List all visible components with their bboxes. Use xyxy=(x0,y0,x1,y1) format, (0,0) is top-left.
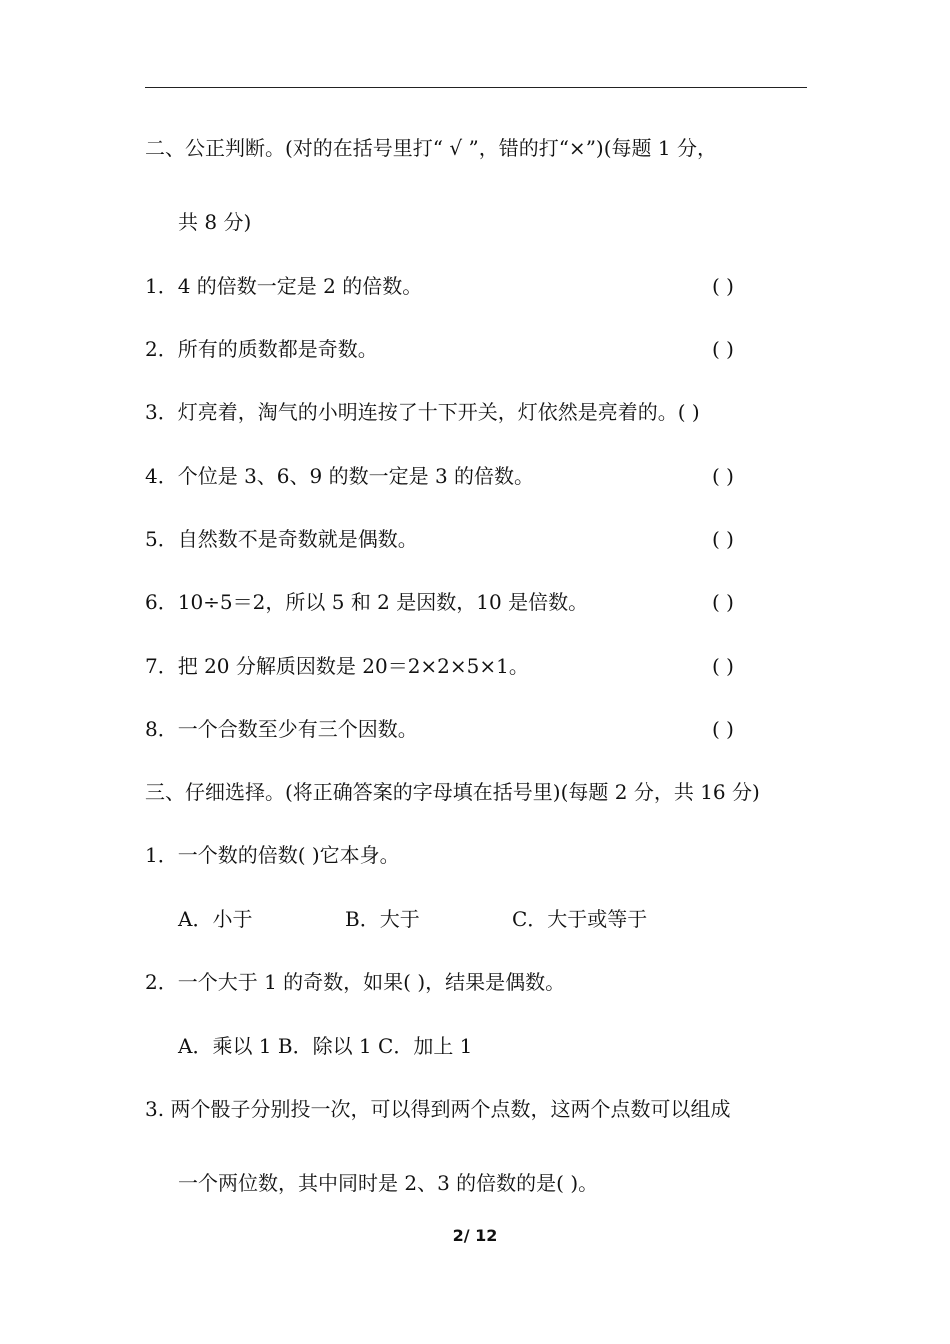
page-number: 2/ 12 xyxy=(452,1226,498,1245)
answer-paren-4[interactable]: ( ) xyxy=(712,464,734,488)
section3-heading: 三、仔细选择。(将正确答案的字母填在括号里)(每题 2 分，共 16 分) xyxy=(145,780,760,804)
answer-paren-5[interactable]: ( ) xyxy=(712,527,734,551)
answer-paren-6[interactable]: ( ) xyxy=(712,590,734,614)
judgment-item-7: 7．把 20 分解质因数是 20＝2×2×5×1。 xyxy=(145,654,529,678)
choice-question-3-line1: 3. 两个骰子分别投一次，可以得到两个点数，这两个点数可以组成 xyxy=(145,1097,731,1121)
header-rule xyxy=(145,87,807,88)
answer-paren-2[interactable]: ( ) xyxy=(712,337,734,361)
choice-question-1: 1．一个数的倍数( )它本身。 xyxy=(145,843,400,867)
judgment-item-5: 5．自然数不是奇数就是偶数。 xyxy=(145,527,418,551)
page-current: 2 xyxy=(452,1226,464,1245)
choice-question-3-line2: 一个两位数，其中同时是 2、3 的倍数的是( )。 xyxy=(178,1171,599,1195)
answer-paren-1[interactable]: ( ) xyxy=(712,274,734,298)
answer-paren-8[interactable]: ( ) xyxy=(712,717,734,741)
judgment-item-6: 6．10÷5＝2，所以 5 和 2 是因数，10 是倍数。 xyxy=(145,590,589,614)
page-total: 12 xyxy=(475,1226,498,1245)
section2-heading-line2: 共 8 分) xyxy=(178,210,252,234)
judgment-item-4: 4．个位是 3、6、9 的数一定是 3 的倍数。 xyxy=(145,464,535,488)
q2-options[interactable]: A．乘以 1 B．除以 1 C．加上 1 xyxy=(178,1034,473,1058)
choice-question-2: 2．一个大于 1 的奇数，如果( )，结果是偶数。 xyxy=(145,970,566,994)
judgment-item-8: 8．一个合数至少有三个因数。 xyxy=(145,717,418,741)
q1-option-a[interactable]: A．小于 xyxy=(178,907,253,931)
q1-option-c[interactable]: C．大于或等于 xyxy=(512,907,648,931)
judgment-item-3: 3．灯亮着，淘气的小明连按了十下开关，灯依然是亮着的。( ) xyxy=(145,400,700,424)
judgment-item-1: 1．4 的倍数一定是 2 的倍数。 xyxy=(145,274,423,298)
judgment-item-2: 2．所有的质数都是奇数。 xyxy=(145,337,378,361)
section2-heading-line1: 二、公正判断。(对的在括号里打“ √ ”，错的打“×”)(每题 1 分， xyxy=(145,136,717,160)
answer-paren-7[interactable]: ( ) xyxy=(712,654,734,678)
q1-option-b[interactable]: B．大于 xyxy=(345,907,420,931)
